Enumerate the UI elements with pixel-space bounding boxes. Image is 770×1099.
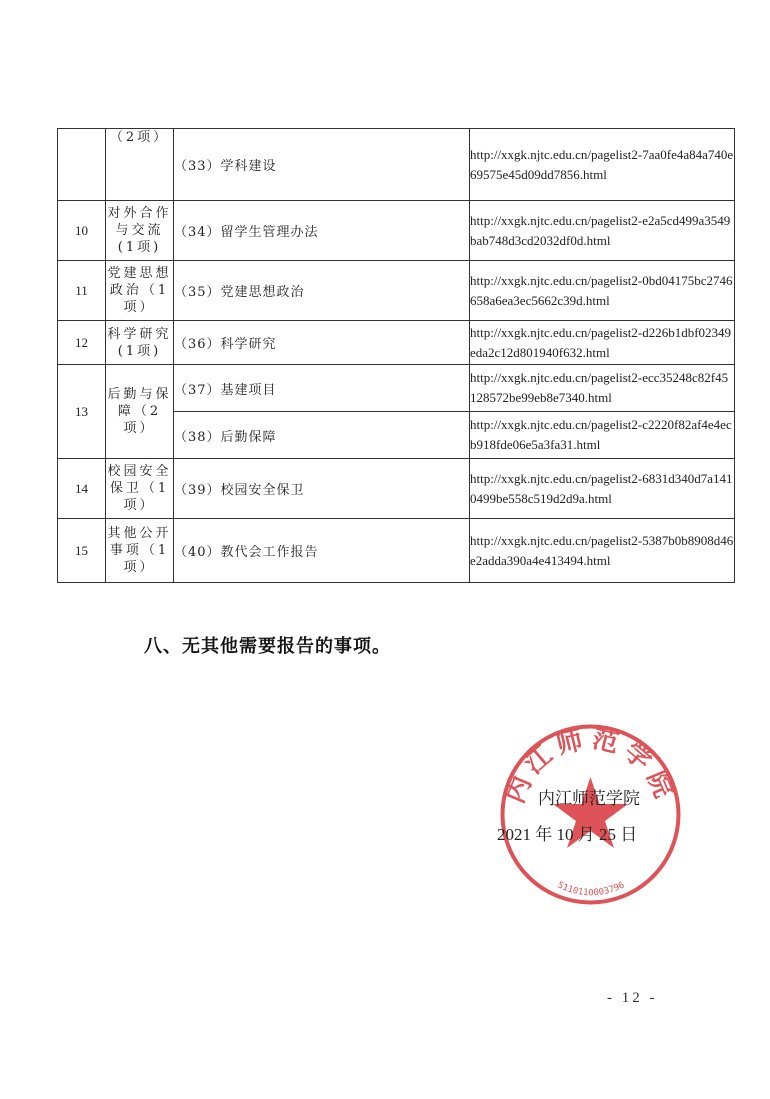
table-row — [58, 459, 735, 519]
seal-code: 5110110003796 — [555, 880, 627, 899]
category-cell: 科学研究(1项) — [106, 321, 174, 365]
url-link[interactable]: http://xxgk.njtc.edu.cn/pagelist2-0bd04175bc2746658a6ea3ec5662c39d.html — [470, 261, 735, 321]
row-number: 10 — [58, 201, 106, 261]
url-link[interactable]: http://xxgk.njtc.edu.cn/pagelist2-d226b1dbf02349eda2c12d801940f632.html — [470, 321, 735, 365]
svg-text:5110110003796 — [556, 881, 627, 899]
table-row — [58, 261, 735, 321]
item-cell: （36）科学研究 — [174, 321, 470, 365]
item-cell: （39）校园安全保卫 — [174, 459, 470, 519]
category-cell: 其他公开事项（1项） — [106, 519, 174, 583]
official-seal — [498, 722, 683, 907]
signature-org: 内江师范学院 — [538, 789, 640, 809]
seal-text: 内江师范学院 — [500, 723, 681, 808]
url-link[interactable]: http://xxgk.njtc.edu.cn/pagelist2-6831d340d7a1410499be558c519d2d9a.html — [470, 459, 735, 519]
table-row — [58, 519, 735, 583]
category-cell: 对外合作与交流(1项) — [106, 201, 174, 261]
table-row — [58, 129, 735, 201]
url-link[interactable]: http://xxgk.njtc.edu.cn/pagelist2-ecc35248c82f45128572be99eb8e7340.html — [470, 365, 735, 412]
table-row — [58, 365, 735, 412]
item-cell: （34）留学生管理办法 — [174, 201, 470, 261]
row-number — [58, 129, 106, 201]
page-number: - 12 - — [607, 990, 658, 1006]
item-cell: （38）后勤保障 — [174, 412, 470, 459]
category-cell: 校园安全保卫（1项） — [106, 459, 174, 519]
row-number: 11 — [58, 261, 106, 321]
url-link[interactable]: http://xxgk.njtc.edu.cn/pagelist2-7aa0fe4a84a740e69575e45d09dd7856.html — [470, 129, 735, 201]
category-cell: 后勤与保障（2项） — [106, 365, 174, 459]
url-link[interactable]: http://xxgk.njtc.edu.cn/pagelist2-5387b0b8908d46e2adda390a4e413494.html — [470, 519, 735, 583]
category-cell: （2项） — [106, 129, 174, 201]
section-heading: 八、无其他需要报告的事项。 — [144, 636, 391, 657]
table-row — [58, 201, 735, 261]
category-cell: 党建思想政治（1项） — [106, 261, 174, 321]
item-cell: （35）党建思想政治 — [174, 261, 470, 321]
item-cell: （37）基建项目 — [174, 365, 470, 412]
url-link[interactable]: http://xxgk.njtc.edu.cn/pagelist2-e2a5cd499a3549bab748d3cd2032df0d.html — [470, 201, 735, 261]
row-number: 14 — [58, 459, 106, 519]
url-link[interactable]: http://xxgk.njtc.edu.cn/pagelist2-c2220f82af4e4ecb918fde06e5a3fa31.html — [470, 412, 735, 459]
item-cell: （33）学科建设 — [174, 129, 470, 201]
item-cell: （40）教代会工作报告 — [174, 519, 470, 583]
row-number: 15 — [58, 519, 106, 583]
signature-date: 2021 年 10 月 25 日 — [497, 825, 638, 844]
disclosure-table — [57, 128, 735, 583]
row-number: 13 — [58, 365, 106, 459]
row-number: 12 — [58, 321, 106, 365]
table-row — [58, 321, 735, 365]
